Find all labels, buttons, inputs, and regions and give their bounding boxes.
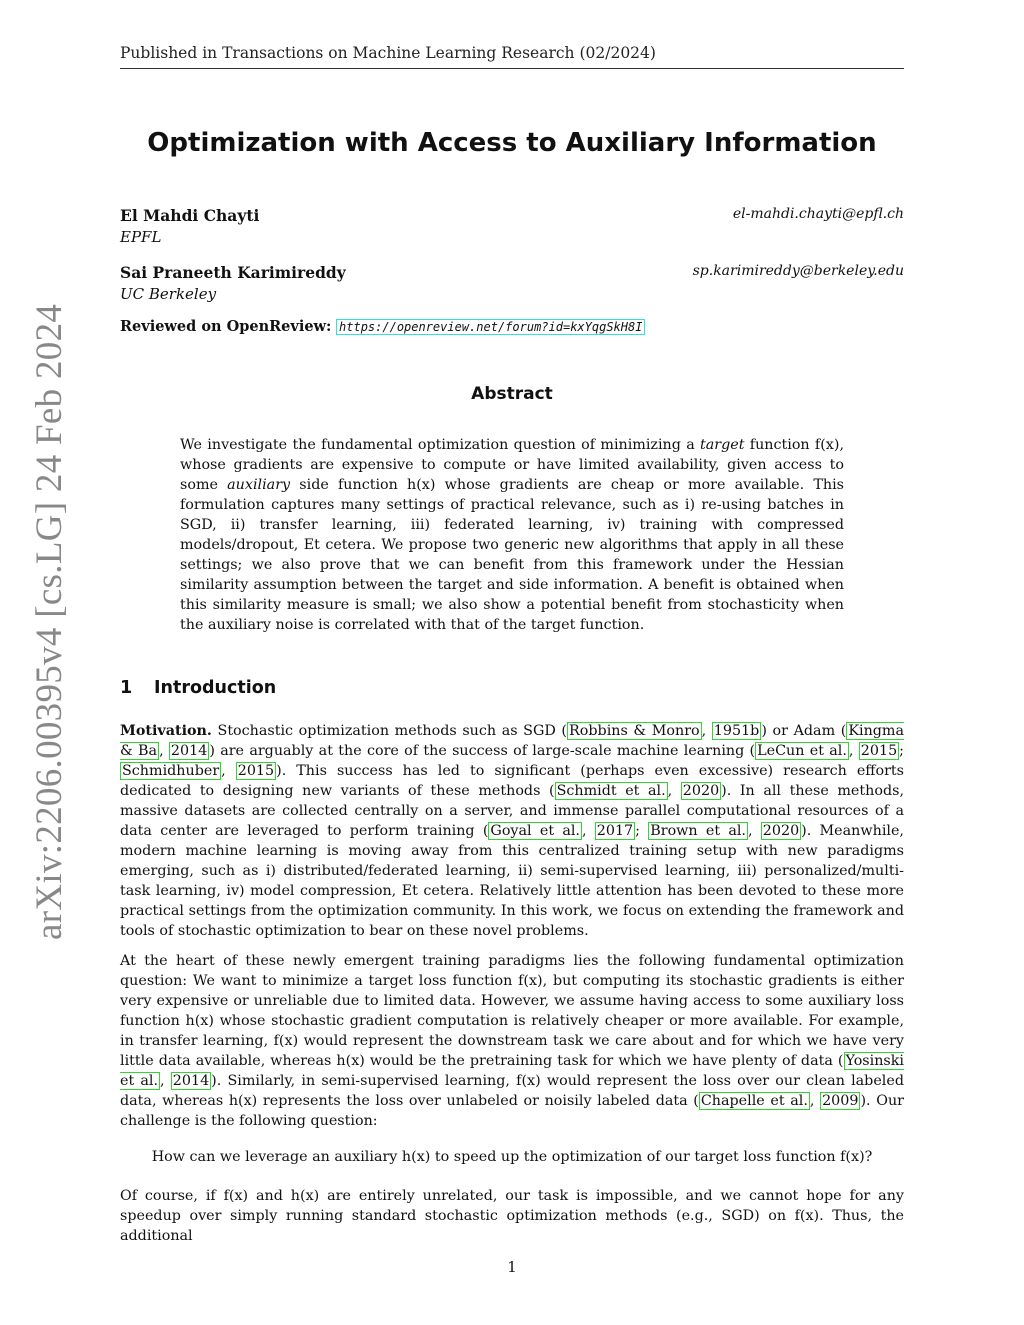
text-span: ,	[747, 823, 761, 839]
abstract-heading: Abstract	[471, 384, 553, 404]
citation-link[interactable]: Brown et al.	[650, 823, 746, 839]
citation-link[interactable]: Kingma & Ba	[120, 723, 905, 759]
citation-link[interactable]: 2014	[172, 1073, 210, 1089]
citation-link[interactable]: Goyal et al.	[490, 823, 580, 839]
review-label: Reviewed on OpenReview:	[120, 318, 332, 335]
research-question: How can we leverage an auxiliary h(x) to speed up the optimization of our target loss function f(x)?	[151, 1149, 873, 1165]
text-span: ) or Adam (	[761, 723, 847, 739]
text-span: ). In all these methods, massive datasets are collected centrally on a server, and immense parallel computational resources of a data center are leveraged to perform training (	[120, 783, 904, 839]
section-heading	[120, 678, 904, 698]
section-title: Introduction	[154, 678, 277, 698]
text-span: ,	[581, 823, 595, 839]
text-span: ,	[221, 763, 236, 779]
author-name: El Mahdi Chayti	[120, 206, 260, 225]
text-span: Stochastic optimization methods such as SGD (	[211, 723, 568, 739]
citation-link[interactable]: Yosinski et al.	[120, 1053, 904, 1089]
author-email[interactable]: el-mahdi.chayti@epfl.ch	[732, 206, 904, 222]
page-number: 1	[507, 1258, 517, 1276]
section-number: 1	[120, 678, 133, 698]
abstract-span: We investigate the fundamental optimization question of minimizing a	[180, 437, 701, 453]
author-block	[120, 206, 904, 246]
citation-link[interactable]: Chapelle et al.	[700, 1093, 808, 1109]
paragraph-motivation	[120, 721, 904, 941]
text-span: ,	[667, 783, 681, 799]
paper-title: Optimization with Access to Auxiliary Information	[147, 128, 877, 158]
author-affiliation: EPFL	[120, 228, 162, 246]
author-name: Sai Praneeth Karimireddy	[120, 263, 346, 282]
citation-link[interactable]: LeCun et al.	[757, 743, 847, 759]
citation-link[interactable]: 1951b	[713, 723, 760, 739]
text-span: ,	[701, 723, 712, 739]
abstract-span: function f(x), whose gradients are expensive to compute or have limited availability, given access to some	[180, 437, 844, 493]
abstract-span: side function h(x) whose gradients are cheap or more available. This formulation captures many settings of practical relevance, such as i) re-using batches in SGD, ii) transfer learning, iii) federated learning, iv) training with compressed models/dropout, Et cetera. We propose two generic new algorithms that apply in all these settings; we also prove that we can benefit from this framework under the Hessian similarity assumption between the target and side information. A benefit is obtained when this similarity measure is small; we also show a potential benefit from stochasticity when the auxiliary noise is correlated with that of the target function.	[180, 477, 844, 633]
abstract-text	[180, 435, 844, 635]
citation-link[interactable]: Robbins & Monro	[569, 723, 700, 739]
abstract-emphasis: target	[700, 437, 745, 453]
citation-link[interactable]: 2020	[682, 783, 720, 799]
citation-link[interactable]: 2015	[860, 743, 898, 759]
author-email[interactable]: sp.karimireddy@berkeley.edu	[692, 263, 904, 279]
citation-link[interactable]: 2014	[170, 743, 208, 759]
paragraph-continuation: Of course, if f(x) and h(x) are entirely unrelated, our task is impossible, and we cannot hope for any speedup over simply running standard stochastic optimization methods (e.g., SGD) on f(x). Thus, the additional	[120, 1188, 904, 1244]
citation-link[interactable]: Schmidhuber	[122, 763, 220, 779]
citation-link[interactable]: Schmidt et al.	[556, 783, 666, 799]
author-affiliation: UC Berkeley	[120, 285, 217, 303]
text-span: ) are arguably at the core of the success of large-scale machine learning (	[209, 743, 756, 759]
text-span: ,	[159, 743, 169, 759]
citation-link[interactable]: 2020	[762, 823, 800, 839]
text-span: At the heart of these newly emergent training paradigms lies the following fundamental optimization question: We want to minimize a target loss function f(x), but computing its stochastic gradients is either very expensive or unreliable due to limited data. However, we assume having access to some auxiliary loss function h(x) whose stochastic gradient computation is relatively cheaper or more available. For example, in transfer learning, f(x) would represent the downstream task we care about and for which we have very little data available, whereas h(x) would be the pretraining task for which we have plenty of data (	[120, 953, 904, 1069]
paragraph-lead: Motivation.	[120, 723, 212, 739]
openreview-link[interactable]: https://openreview.net/forum?id=kxYqgSkH8I	[336, 319, 645, 335]
text-span: ,	[848, 743, 859, 759]
author-block	[120, 263, 904, 303]
review-line	[120, 318, 904, 335]
text-span: ). Similarly, in semi-supervised learning, f(x) would represent the loss over our clean labeled data, whereas h(x) represents the loss over unlabeled or noisily labeled data (	[120, 1073, 904, 1109]
citation-link[interactable]: 2015	[237, 763, 275, 779]
paragraph-question	[120, 951, 904, 1131]
text-span: ;	[635, 823, 649, 839]
text-span: ). Our challenge is the following question:	[120, 1093, 904, 1129]
text-span: ,	[809, 1093, 821, 1109]
text-span: ;	[899, 743, 904, 759]
running-header: Published in Transactions on Machine Learning Research (02/2024)	[120, 44, 904, 69]
abstract-emphasis: auxiliary	[227, 477, 291, 493]
citation-link[interactable]: 2017	[596, 823, 634, 839]
text-span: ). This success has led to significant (perhaps even excessive) research efforts dedicated to designing new variants of these methods (	[120, 763, 904, 799]
text-span: ,	[160, 1073, 171, 1089]
citation-link[interactable]: 2009	[822, 1093, 859, 1109]
arxiv-identifier: arXiv:2206.00395v4 [cs.LG] 24 Feb 2024	[29, 303, 70, 940]
text-span: ). Meanwhile, modern machine learning is moving away from this centralized training setup with new paradigms emerging, such as i) distributed/federated learning, ii) semi-supervised learning, iii) personalized/multi-task learning, iv) model compression, Et cetera. Relatively little attention has been devoted to these more practical settings from the optimization community. In this work, we focus on extending the framework and tools of stochastic optimization to bear on these novel problems.	[120, 823, 904, 939]
